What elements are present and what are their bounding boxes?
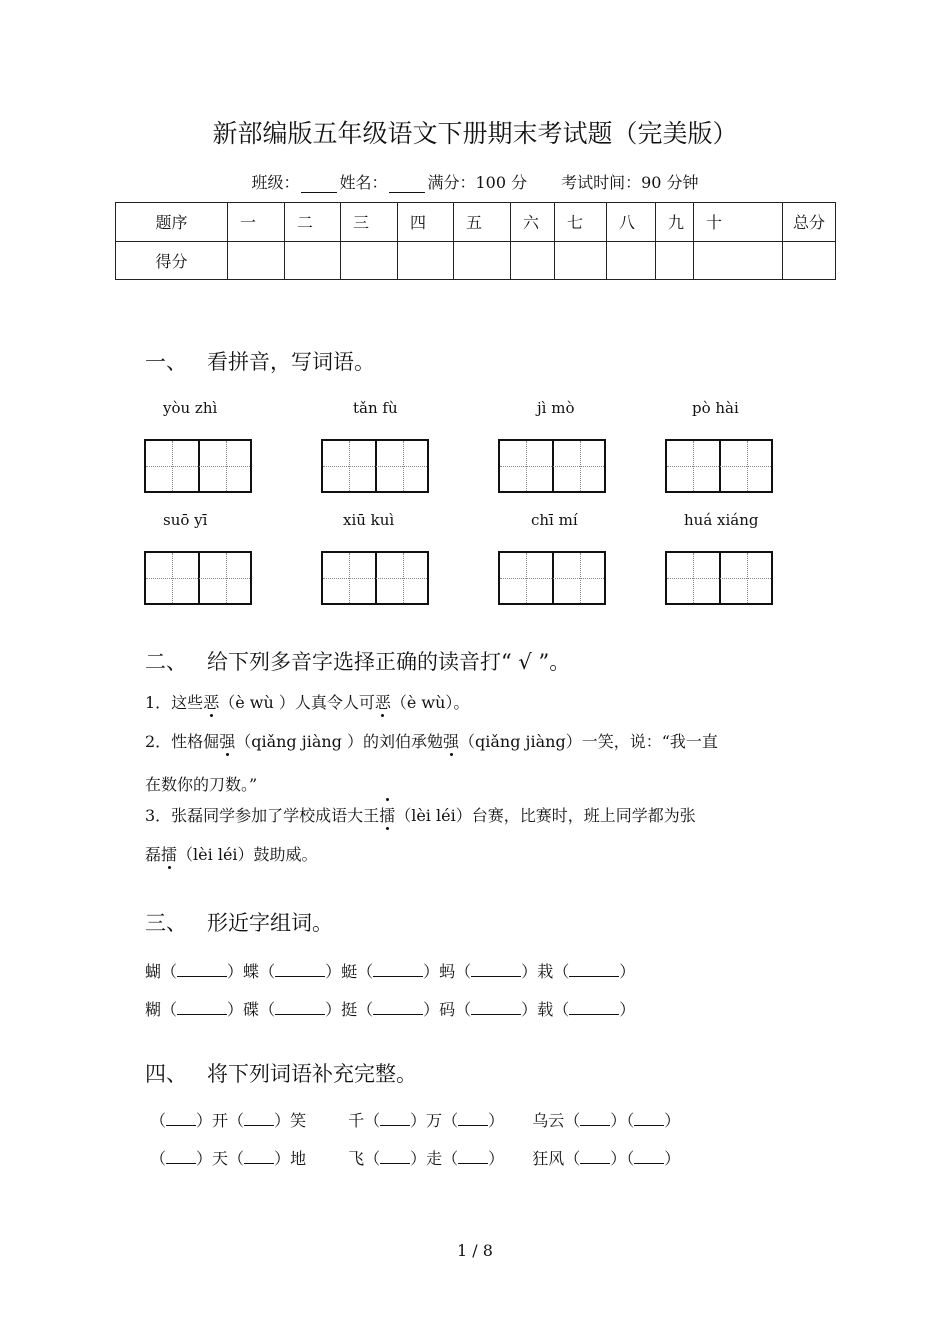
answer-blank[interactable] [275, 1000, 325, 1015]
score-cell[interactable] [228, 241, 285, 280]
page-number: 1 / 8 [457, 1241, 493, 1260]
section-2-heading [145, 646, 570, 676]
score-cell[interactable] [656, 241, 694, 280]
marked-char: 恶 [203, 690, 219, 713]
question-text: 2．性格倔 [145, 732, 220, 751]
score-table-score-row [116, 241, 836, 280]
section-number: 一、 [145, 350, 187, 374]
writing-grid[interactable] [144, 439, 252, 493]
char: 蝴 [145, 962, 162, 981]
answer-blank[interactable] [471, 962, 521, 977]
pinyin-label: jì mò [537, 399, 575, 417]
score-cell[interactable] [341, 241, 398, 280]
char: 地 [290, 1149, 307, 1168]
section-4-heading [145, 1058, 417, 1088]
char: 狂风 [532, 1149, 565, 1168]
char: 蝶 [243, 962, 260, 981]
class-blank[interactable] [301, 176, 337, 193]
answer-blank[interactable] [275, 962, 325, 977]
idiom-row-1: （ ）开（ ）笑 千（ ）万（ ） 乌云（ ）（ ） [150, 1111, 681, 1130]
answer-blank[interactable] [458, 1149, 488, 1164]
answer-blank[interactable] [177, 1000, 227, 1015]
section-3-heading [145, 907, 333, 937]
table-header-cell: 八 [607, 203, 656, 242]
writing-grid[interactable] [321, 439, 429, 493]
question-text: 3．张磊同学参加了学校成语大王 [145, 806, 380, 825]
answer-blank[interactable] [569, 1000, 619, 1015]
question-1 [145, 690, 469, 713]
section-title: 给下列多音字选择正确的读音打“ √ ”。 [207, 650, 571, 674]
question-text: （qiǎng jiàng ）的刘伯承勉 [235, 732, 443, 751]
table-header-cell: 四 [398, 203, 454, 242]
answer-blank[interactable] [580, 1149, 610, 1164]
marked-char: 擂 [379, 803, 395, 826]
writing-grid[interactable] [498, 551, 606, 605]
answer-blank[interactable] [373, 962, 423, 977]
writing-grid[interactable] [665, 551, 773, 605]
answer-blank[interactable] [458, 1111, 488, 1126]
char: 蜓 [341, 962, 358, 981]
score-cell[interactable] [694, 241, 783, 280]
question-text: （è wù）。 [390, 693, 470, 712]
marked-char: 恶 [375, 690, 391, 713]
section-number: 二、 [145, 650, 187, 674]
score-cell[interactable] [511, 241, 555, 280]
table-header-cell: 九 [656, 203, 694, 242]
char: 栽 [537, 962, 554, 981]
score-label: 满分：100 分 [427, 173, 528, 192]
section-title: 形近字组词。 [207, 911, 333, 935]
char: 载 [537, 1000, 554, 1019]
table-header-cell: 七 [555, 203, 607, 242]
section-title: 看拼音，写词语。 [207, 350, 375, 374]
char: 万 [426, 1111, 443, 1130]
exam-info [0, 170, 950, 193]
pinyin-label: yòu zhì [163, 399, 218, 417]
word-row-2: 糊（ ）碟（ ）挺（ ）码（ ）载（ ） [145, 1000, 636, 1019]
answer-blank[interactable] [634, 1111, 664, 1126]
answer-blank[interactable] [166, 1149, 196, 1164]
marked-char: 强 [219, 729, 235, 752]
answer-blank[interactable] [580, 1111, 610, 1126]
pinyin-label: xiū kuì [343, 511, 395, 529]
table-row-label: 得分 [116, 241, 228, 280]
answer-blank[interactable] [471, 1000, 521, 1015]
writing-grid[interactable] [498, 439, 606, 493]
answer-blank[interactable] [166, 1111, 196, 1126]
table-header-cell: 五 [454, 203, 511, 242]
table-header-cell: 总分 [783, 203, 836, 242]
pinyin-label: pò hài [692, 399, 739, 417]
score-cell[interactable] [555, 241, 607, 280]
question-2-continued: 在数你的刀数。” [145, 775, 258, 794]
char: 糊 [145, 1000, 162, 1019]
table-header-cell: 六 [511, 203, 555, 242]
question-text: （lèi léi）台赛，比赛时，班上同学都为张 [395, 806, 696, 825]
writing-grid[interactable] [665, 439, 773, 493]
answer-blank[interactable] [177, 962, 227, 977]
table-header-cell: 十 [694, 203, 783, 242]
marked-char: 擂 [161, 842, 177, 865]
answer-blank[interactable] [380, 1149, 410, 1164]
pinyin-label: suō yī [163, 511, 208, 529]
question-text: （è wù ）人真令人可 [219, 693, 375, 712]
question-2 [145, 729, 718, 752]
answer-blank[interactable] [569, 962, 619, 977]
char: 码 [439, 1000, 456, 1019]
page-title: 新部编版五年级语文下册期末考试题（完美版） [212, 119, 738, 148]
writing-grid[interactable] [144, 551, 252, 605]
question-text: （qiǎng jiàng）一笑，说：“我一直 [459, 732, 718, 751]
pinyin-label: tǎn fù [353, 399, 398, 417]
char: 开 [212, 1111, 229, 1130]
marked-char: 强 [443, 729, 459, 752]
char: 笑 [290, 1111, 307, 1130]
idiom-row-2: （ ）天（ ）地 飞（ ）走（ ） 狂风（ ）（ ） [150, 1149, 681, 1168]
answer-blank[interactable] [244, 1149, 274, 1164]
score-cell[interactable] [285, 241, 341, 280]
char: 挺 [341, 1000, 358, 1019]
char: 乌云 [532, 1111, 565, 1130]
question-text: 1．这些 [145, 693, 204, 712]
score-cell[interactable] [783, 241, 836, 280]
section-title: 将下列词语补充完整。 [207, 1062, 417, 1086]
table-header-cell: 三 [341, 203, 398, 242]
pinyin-label: huá xiáng [684, 511, 759, 529]
score-cell[interactable] [454, 241, 511, 280]
score-table [115, 202, 836, 280]
section-number: 四、 [145, 1062, 187, 1086]
question-3 [145, 803, 696, 826]
answer-blank[interactable] [373, 1000, 423, 1015]
char: 碟 [243, 1000, 260, 1019]
char: 千 [348, 1111, 365, 1130]
table-header-cell: 一 [228, 203, 285, 242]
score-cell[interactable] [398, 241, 454, 280]
writing-grid[interactable] [321, 551, 429, 605]
time-label: 考试时间：90 分钟 [561, 173, 699, 192]
char: 蚂 [439, 962, 456, 981]
answer-blank[interactable] [634, 1149, 664, 1164]
char: 走 [426, 1149, 443, 1168]
answer-blank[interactable] [380, 1111, 410, 1126]
table-header-cell: 二 [285, 203, 341, 242]
section-number: 三、 [145, 911, 187, 935]
section-1-heading [145, 346, 375, 376]
question-3-continued [145, 842, 318, 865]
name-label: 姓名： [339, 173, 388, 192]
score-table-header-row [116, 203, 836, 242]
answer-blank[interactable] [244, 1111, 274, 1126]
question-text: 磊 [145, 845, 162, 864]
table-header-cell: 题序 [116, 203, 228, 242]
question-text: （lèi léi）鼓助威。 [177, 845, 318, 864]
char: 飞 [348, 1149, 365, 1168]
class-label: 班级： [251, 173, 300, 192]
pinyin-label: chī mí [531, 511, 578, 529]
name-blank[interactable] [389, 176, 425, 193]
char: 天 [212, 1149, 229, 1168]
word-row-1: 蝴（ ）蝶（ ）蜓（ ）蚂（ ）栽（ ） [145, 962, 636, 981]
score-cell[interactable] [607, 241, 656, 280]
